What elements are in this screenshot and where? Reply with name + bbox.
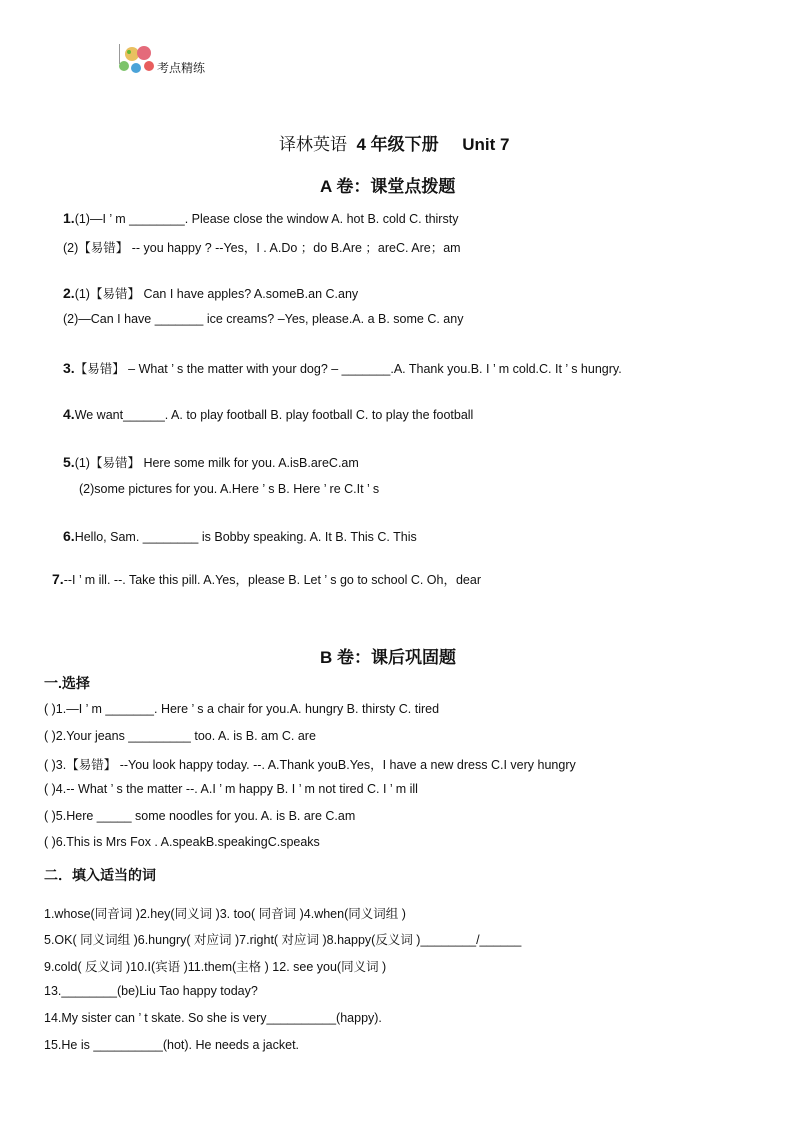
question-line: 5.(1)【易错】 Here some milk for you. A.isB.areC.am (63, 454, 359, 470)
fill-item: 5.OK( 同义词组 )6.hungry( 对应词 )7.right( 对应词 )8.happy(反义词 )________/______ (44, 933, 522, 947)
fill-item: 9.cold( 反义词 )10.I(宾语 )11.them(主格 ) 12. see you(同义词 ) (44, 960, 387, 974)
question-line: 3.【易错】 – What ’ s the matter with your dog? – _______.A. Thank you.B. I ’ m cold.C. It ’ s hungry. (63, 360, 622, 376)
fill-item: 1.whose(同音词 )2.hey(同义词 )3. too( 同音词 )4.when(同义词组 ) (44, 907, 406, 921)
doc-title (279, 130, 510, 155)
choice-item: ( )1.—I ’ m _______. Here ’ s a chair for you.A. hungry B. thirsty C. tired (44, 702, 440, 716)
question-line: 4.We want______. A. to play football B. play football C. to play the football (63, 406, 474, 422)
part1-title: 一.选择 (44, 675, 90, 691)
question-line: (2)some pictures for you. A.Here ’ s B. Here ’ re C.It ’ s (79, 482, 380, 496)
choice-item: ( )4.-- What ’ s the matter --. A.I ’ m happy B. I ’ m not tired C. I ’ m ill (44, 782, 418, 796)
logo-text: 考点精练 (157, 61, 206, 75)
doc-title-grade: 4 年级下册 (356, 135, 439, 154)
choice-item: ( )5.Here _____ some noodles for you. A. is B. are C.am (44, 809, 356, 823)
section-a-title: A 卷：课堂点拨题 (320, 177, 456, 196)
fill-item: 15.He is __________(hot). He needs a jacket. (44, 1038, 300, 1052)
question-line: (2)—Can I have _______ ice creams? –Yes, please.A. a B. some C. any (63, 312, 464, 326)
part2-title: 二．填入适当的词 (44, 867, 156, 883)
choice-item: ( )2.Your jeans _________ too. A. is B. am C. are (44, 729, 316, 743)
doc-title-publisher: 译林英语 (279, 135, 347, 154)
question-line: 1.(1)—I ’ m ________. Please close the window A. hot B. cold C. thirsty (63, 210, 459, 226)
doc-title-unit: Unit 7 (462, 135, 510, 154)
fill-item: 14.My sister can ’ t skate. So she is very__________(happy). (44, 1011, 382, 1025)
logo-icon (118, 44, 160, 74)
question-line: (2)【易错】 -- you happy ? --Yes，I . A.Do ；do B.Are ；areC. Are；am (63, 241, 461, 255)
section-b-title: B 卷：课后巩固题 (320, 648, 456, 667)
question-line: 2.(1)【易错】 Can I have apples? A.someB.an C.any (63, 285, 359, 301)
question-line: 6.Hello, Sam. ________ is Bobby speaking. A. It B. This C. This (63, 528, 417, 544)
choice-item: ( )6.This is Mrs Fox . A.speakB.speakingC.speaks (44, 835, 320, 849)
fill-item: 13.________(be)Liu Tao happy today? (44, 984, 258, 998)
question-line: 7.--I ’ m ill. --. Take this pill. A.Yes，please B. Let ’ s go to school C. Oh，dear (52, 571, 481, 587)
choice-item: ( )3.【易错】 --You look happy today. --. A.Thank youB.Yes，I have a new dress C.I very hungry (44, 758, 576, 772)
